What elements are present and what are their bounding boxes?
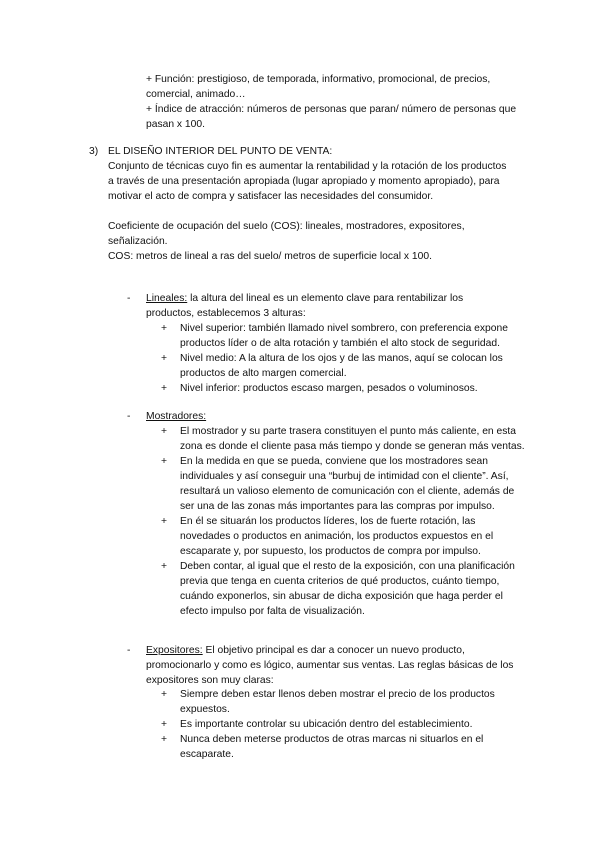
list-item-text: En él se situarán los productos líderes, los de fuerte rotación, las novedades o productos en animación, los productos expuestos en el escaparate y, por supuesto, los productos de compra por impulso. <box>180 516 494 557</box>
list-item-text: En la medida en que se pueda, conviene que los mostradores sean individuales y así conseguir una “burbuj de intimidad con el cliente”. Así, resultará un valioso elemento de comunicación con el cliente, además de ser una de las zonas más importantes para las compras por impulso. <box>180 456 515 512</box>
expositores-text: El objetivo principal es dar a conocer un nuevo producto, promocionarlo y como es lógico, aumentar sus ventas. Las reglas básicas de los expositores son muy claras: <box>146 645 514 686</box>
list-item-text: Es importante controlar su ubicación dentro del establecimiento. <box>180 719 473 730</box>
list-item-text: Siempre deben estar llenos deben mostrar el precio de los productos expuestos. <box>180 689 495 715</box>
cos-formula: COS: metros de lineal a ras del suelo/ metros de superficie local x 100. <box>108 251 432 262</box>
plus-bullet: + <box>161 426 168 437</box>
list-item <box>161 717 520 732</box>
section-paragraph: Conjunto de técnicas cuyo fin es aumentar la rentabilidad y la rotación de los productos a través de una presentación apropiada (lugar apropiado y momento apropiado), para motivar el acto de compra y satisfacer las necesidades del consumidor. <box>108 161 507 202</box>
list-item-text: Nivel medio: A la altura de los ojos y de las manos, aquí se colocan los productos de alto margen comercial. <box>180 353 503 379</box>
mostradores-item <box>127 409 496 424</box>
plus-bullet: + <box>161 734 168 745</box>
plus-bullet: + <box>161 383 168 394</box>
mostradores-list <box>161 424 525 619</box>
list-item <box>161 687 520 717</box>
expositores-term: Expositores: <box>146 645 203 656</box>
list-item <box>161 351 515 381</box>
list-item-text: Nunca deben meterse productos de otras marcas ni situarlos en el escaparate. <box>180 734 484 760</box>
expositores-item <box>127 643 518 688</box>
list-item-text: El mostrador y su parte trasera constituyen el punto más caliente, en esta zona es donde el cliente pasa más tiempo y donde se generan más ventas. <box>180 426 525 452</box>
lineales-item <box>127 291 496 321</box>
dash-bullet: - <box>127 645 131 656</box>
cos-definition: Coeficiente de ocupación del suelo (COS): lineales, mostradores, expositores, señalización. <box>108 221 465 247</box>
section-title: EL DISEÑO INTERIOR DEL PUNTO DE VENTA: <box>108 146 333 157</box>
list-item <box>161 381 515 396</box>
section-heading <box>89 144 508 159</box>
plus-bullet: + <box>161 689 168 700</box>
list-item <box>161 424 525 454</box>
plus-bullet: + <box>161 516 168 527</box>
expositores-list <box>161 687 520 762</box>
plus-bullet: + <box>161 323 168 334</box>
list-item <box>161 559 525 619</box>
plus-bullet: + <box>161 456 168 467</box>
list-item <box>161 514 525 559</box>
list-item <box>161 732 520 762</box>
indice-line: + Índice de atracción: números de personas que paran/ número de personas que pasan x 100. <box>146 104 517 130</box>
list-item-text: Nivel superior: también llamado nivel sombrero, con preferencia expone productos líder o de alta rotación y también el alto stock de seguridad. <box>180 323 508 349</box>
lineales-term: Lineales: <box>146 293 188 304</box>
plus-bullet: + <box>161 561 168 572</box>
dash-bullet: - <box>127 411 131 422</box>
list-item-text: Deben contar, al igual que el resto de la exposición, con una planificación previa que tenga en cuenta criterios de qué productos, cuánto tiempo, cuándo exponerlos, sin abusar de dicha exposición que haga perder el efecto impulso por falta de visualización. <box>180 561 515 617</box>
plus-bullet: + <box>161 719 168 730</box>
lineales-list <box>161 321 515 396</box>
list-item <box>161 454 525 514</box>
mostradores-term: Mostradores: <box>146 411 207 422</box>
section-3 <box>89 144 508 264</box>
plus-bullet: + <box>161 353 168 364</box>
dash-bullet: - <box>127 293 131 304</box>
lineales-text: la altura del lineal es un elemento clave para rentabilizar los productos, establecemos 3 alturas: <box>146 293 464 319</box>
list-item-text: Nivel inferior: productos escaso margen, pesados o voluminosos. <box>180 383 478 394</box>
funcion-line: + Función: prestigioso, de temporada, informativo, promocional, de precios, comercial, animado… <box>146 74 491 100</box>
intro-block <box>146 72 526 132</box>
list-item <box>161 321 515 351</box>
section-number: 3) <box>89 146 99 157</box>
